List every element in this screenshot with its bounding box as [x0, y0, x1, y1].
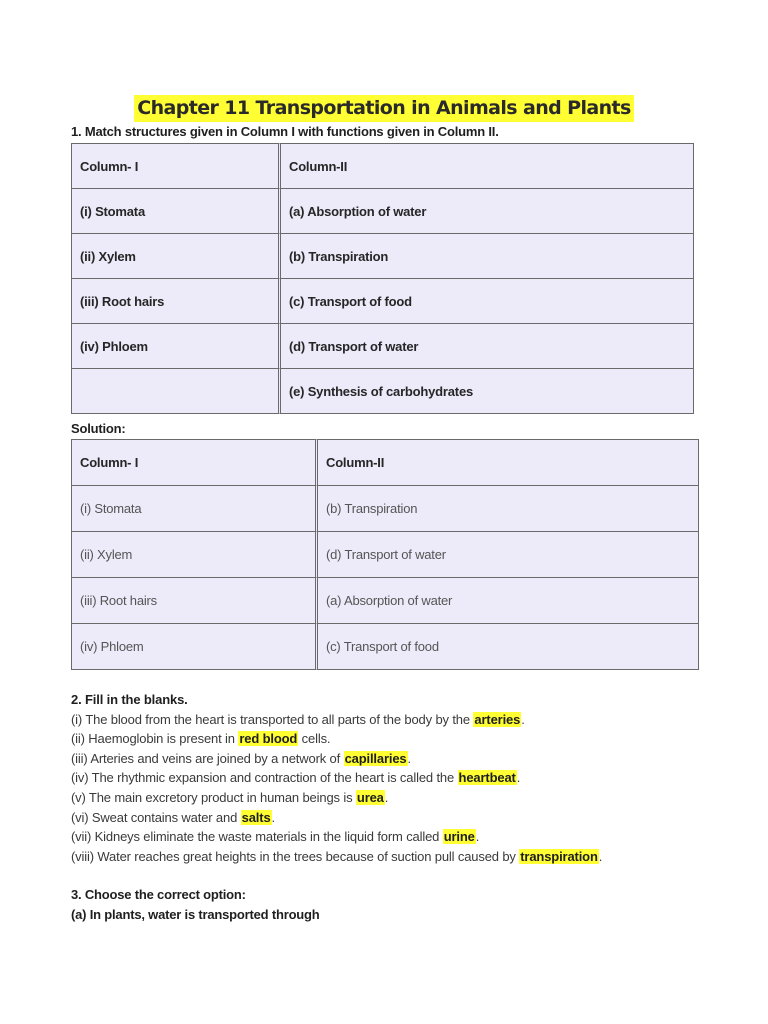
page-title: Chapter 11 Transportation in Animals and Plants — [134, 95, 634, 122]
blank-answer: urine — [443, 829, 475, 845]
column-2-cell: (d) Transport of water — [315, 531, 699, 577]
blank-answer: urea — [356, 789, 384, 805]
column-2-cell: (a) Absorption of water — [278, 188, 694, 233]
blank-text-end: . — [521, 711, 525, 727]
blank-text: (viii) Water reaches great heights in the trees because of suction pull caused by — [71, 848, 520, 864]
blank-answer: red blood — [239, 731, 298, 747]
table-row — [71, 531, 699, 577]
column-2-cell: (d) Transport of water — [278, 323, 694, 368]
blank-answer: salts — [241, 809, 271, 825]
blank-text: (ii) Haemoglobin is present in — [71, 731, 239, 747]
column-2-cell: (b) Transpiration — [315, 485, 699, 531]
blank-text: (vi) Sweat contains water and — [71, 809, 241, 825]
blank-text-end: . — [598, 848, 603, 864]
column-2-cell: (e) Synthesis of carbohydrates — [278, 368, 694, 414]
blank-text: (i) The blood from the heart is transported to all parts of the body by the — [71, 711, 474, 727]
match-table — [71, 143, 694, 414]
blank-text: (iv) The rhythmic expansion and contraction of the heart is called the — [71, 770, 458, 786]
blank-text-end: . — [271, 809, 275, 825]
blank-item — [71, 788, 731, 808]
blank-answer: heartbeat — [458, 770, 516, 786]
question-1-heading: 1. Match structures given in Column I with functions given in Column II. — [71, 124, 499, 139]
question-3-section — [71, 885, 320, 924]
fill-in-the-blanks-section — [71, 690, 731, 866]
blank-item — [71, 808, 731, 828]
column-1-cell: (iii) Root hairs — [71, 278, 278, 323]
column-1-header: Column- I — [71, 143, 278, 188]
blank-answer: transpiration — [520, 848, 598, 864]
column-2-cell: (a) Absorption of water — [315, 577, 699, 623]
column-1-cell: (i) Stomata — [71, 485, 315, 531]
blank-text: (v) The main excretory product in human beings is — [71, 789, 356, 805]
blank-text: (iii) Arteries and veins are joined by a network of — [71, 750, 344, 766]
blank-text-end: . — [516, 770, 521, 786]
table-row — [71, 188, 694, 233]
question-3-sub-item: (a) In plants, water is transported through — [71, 906, 320, 922]
column-2-header: Column-II — [278, 143, 694, 188]
table-row — [71, 368, 694, 414]
column-1-cell: (i) Stomata — [71, 188, 278, 233]
question-2-heading: 2. Fill in the blanks. — [71, 692, 188, 707]
question-3-heading: 3. Choose the correct option: — [71, 887, 246, 902]
table-header-row — [71, 143, 694, 188]
table-row — [71, 323, 694, 368]
column-2-cell: (b) Transpiration — [278, 233, 694, 278]
solution-heading: Solution: — [71, 421, 126, 436]
solution-table — [71, 439, 699, 670]
column-2-cell: (c) Transport of food — [315, 623, 699, 670]
blank-answer: capillaries — [344, 750, 407, 766]
table-row — [71, 623, 699, 670]
blank-item — [71, 729, 731, 749]
blank-text-end: . — [407, 750, 411, 766]
column-1-cell: (iv) Phloem — [71, 323, 278, 368]
column-1-cell: (iii) Root hairs — [71, 577, 315, 623]
table-row — [71, 233, 694, 278]
blank-text-end: . — [384, 789, 389, 805]
blank-item — [71, 768, 731, 788]
column-1-cell: (ii) Xylem — [71, 531, 315, 577]
table-row — [71, 485, 699, 531]
blank-item — [71, 847, 731, 867]
column-1-cell: (iv) Phloem — [71, 623, 315, 670]
title-wrap — [0, 95, 768, 122]
blank-item — [71, 827, 731, 847]
column-2-cell: (c) Transport of food — [278, 278, 694, 323]
column-1-header: Column- I — [71, 439, 315, 485]
blank-answer: arteries — [474, 711, 521, 727]
blank-text-end: cells. — [298, 731, 331, 747]
table-row — [71, 278, 694, 323]
blank-item — [71, 749, 731, 769]
blank-item — [71, 710, 731, 730]
blank-text: (vii) Kidneys eliminate the waste materials in the liquid form called — [71, 829, 443, 845]
column-1-cell: (ii) Xylem — [71, 233, 278, 278]
table-row — [71, 577, 699, 623]
table-header-row — [71, 439, 699, 485]
column-2-header: Column-II — [315, 439, 699, 485]
blank-text-end: . — [475, 829, 480, 845]
column-1-cell — [71, 368, 278, 414]
